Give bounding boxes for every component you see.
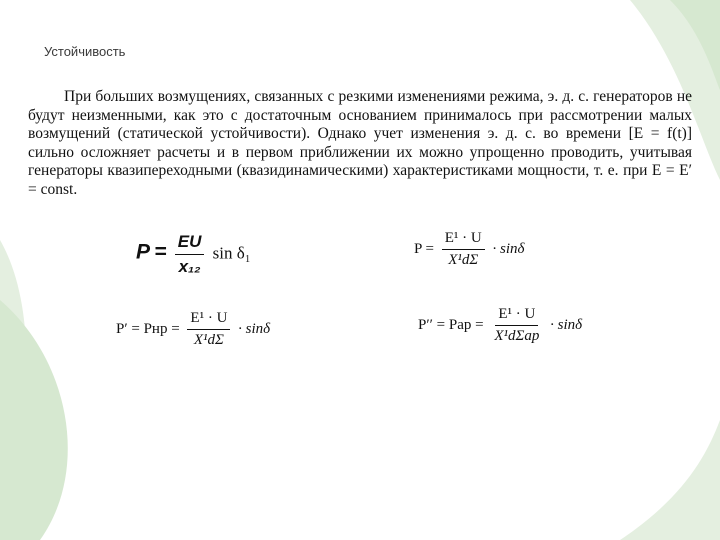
formula-denominator: X¹dΣ [448,252,479,268]
right-bottom-swoosh [620,420,720,540]
formula-tail: · sinδ [550,316,583,333]
formula-eq: = [154,240,167,264]
scanned-paragraph: При больших возмущениях, связанных с резкими изменениями режима, э. д. с. генераторов не будут неизменными, как это с достаточным основанием принималось при рассмотрении малых возмущений (статической устойчивости). Однако учет изменения э. д. с. во времени [E = f(t)] сильно осложняет расчеты и в первом приближении их можно упрощенно проводить, учитывая генераторы квазипереходными (квазидинамическими) характеристиками мощности, т. е. при E = E′ = const. [28,88,692,198]
formula-numerator: E¹ · U [187,310,230,330]
formula-power-emergency [418,306,582,345]
formula-lhs: P = [414,240,434,257]
formula-numerator: EU [175,232,205,255]
formula-fraction [442,230,485,269]
formula-denominator: x₁₂ [178,257,201,276]
formula-tail: · sinδ [238,320,271,337]
formula-tail: sin δ₁ [212,243,251,263]
scanned-text-block [28,88,692,218]
formula-denominator: X¹dΣ [193,332,224,348]
left-swoosh-shape-2 [0,300,68,540]
formula-lhs: P′′ = Pар = [418,316,484,333]
formula-numerator: E¹ · U [495,306,538,326]
formula-power-scanned [136,232,251,277]
formula-fraction [175,232,205,277]
formula-numerator: E¹ · U [442,230,485,250]
formula-lhs: P′ = Pнр = [116,320,180,337]
formula-tail: · sinδ [492,240,525,257]
formula-denominator: X¹dΣар [494,328,540,344]
formula-power-normal [116,310,270,349]
formula-fraction [491,306,542,345]
formula-power-transient [414,230,524,269]
slide-title: Устойчивость [44,44,126,59]
formula-lhs: P [136,240,151,264]
formula-fraction [187,310,230,349]
